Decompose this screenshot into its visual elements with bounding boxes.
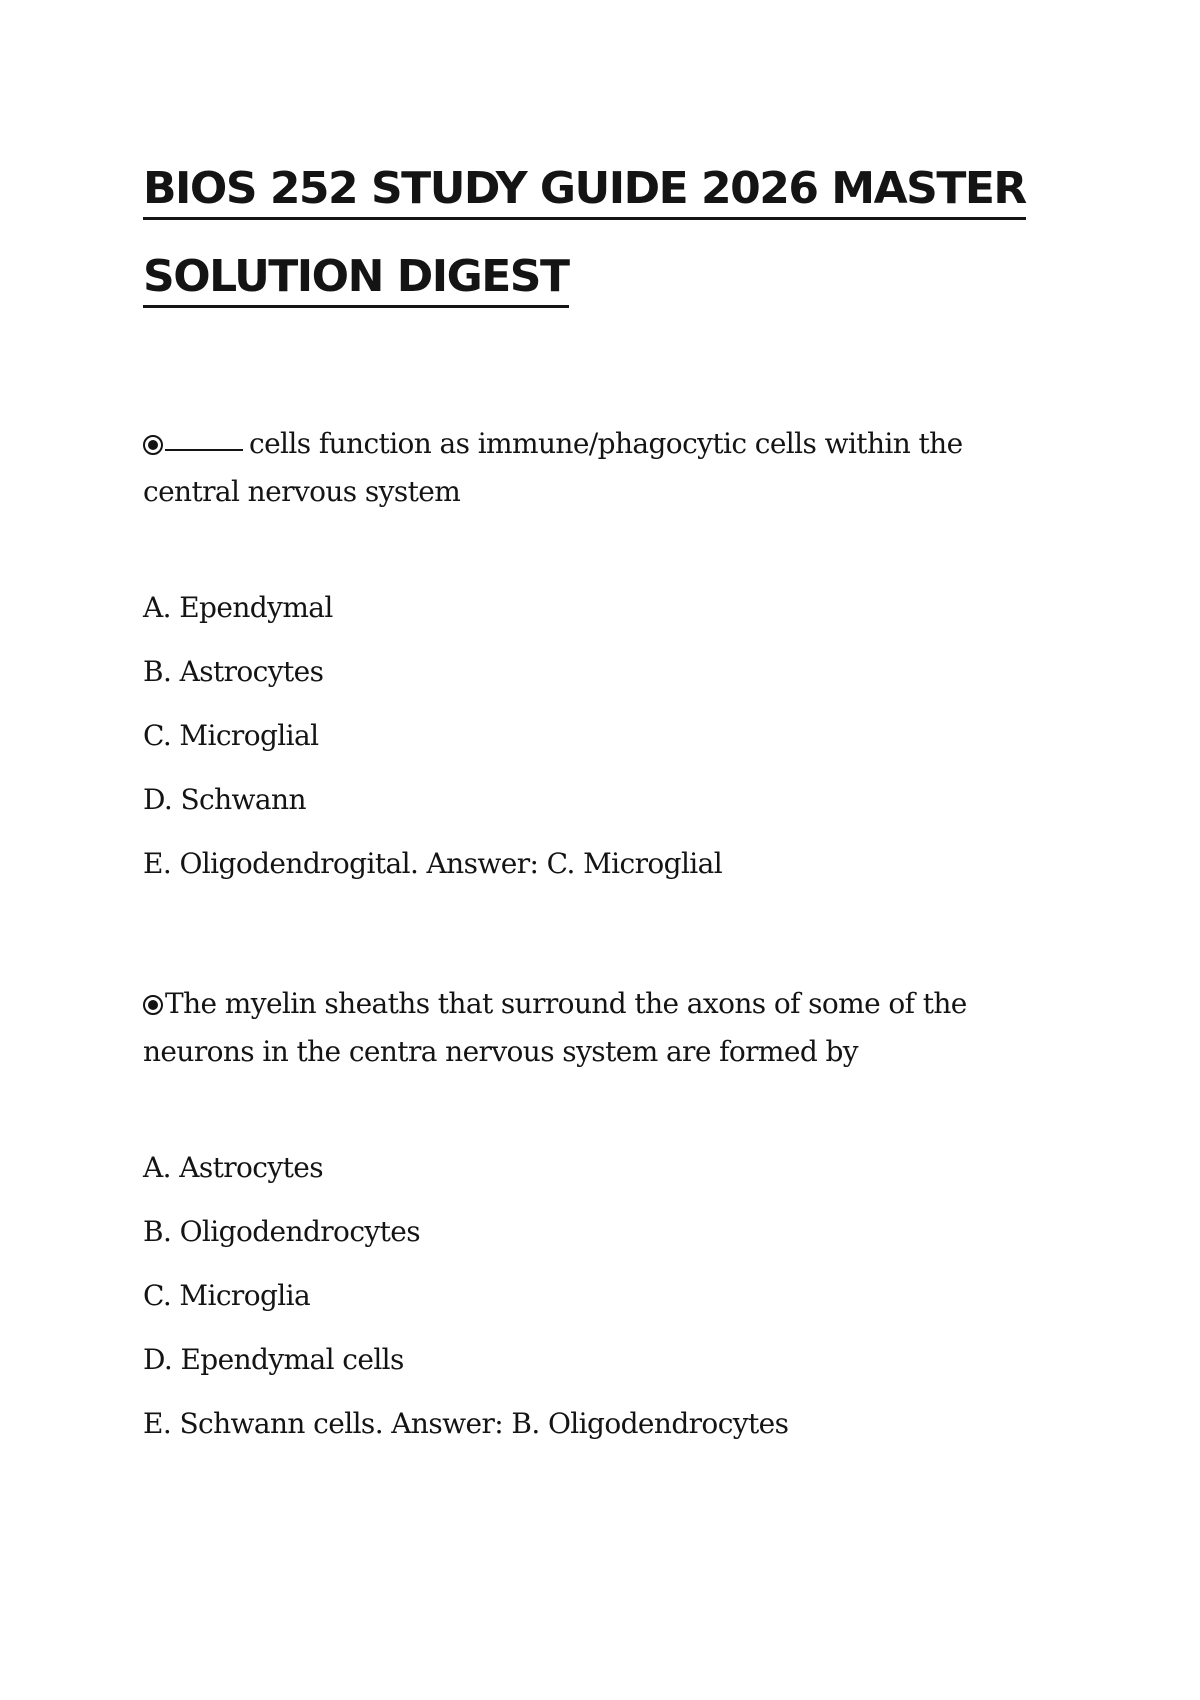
question-1-stem: [143, 420, 1023, 516]
option-c: C. Microglia: [143, 1279, 311, 1312]
question-1-options: [143, 590, 722, 910]
question-2-stem-line-2: neurons in the centra nervous system are formed by: [143, 1035, 858, 1068]
option-b: B. Astrocytes: [143, 655, 324, 688]
question-2-options: [143, 1150, 788, 1470]
question-1-stem-line-1: cells function as immune/phagocytic cells within the: [249, 427, 963, 460]
question-1: [143, 420, 1023, 880]
option-a: A. Ependymal: [143, 591, 333, 624]
option-e-with-answer: E. Schwann cells. Answer: B. Oligodendrocytes: [143, 1407, 789, 1440]
document-title: [143, 150, 1043, 326]
question-2-stem-line-1: The myelin sheaths that surround the axons of some of the: [165, 987, 967, 1020]
fill-in-blank: [165, 449, 243, 451]
option-c: C. Microglial: [143, 719, 319, 752]
option-b: B. Oligodendrocytes: [143, 1215, 421, 1248]
question-1-stem-line-2: central nervous system: [143, 475, 461, 508]
title-line-2: SOLUTION DIGEST: [143, 251, 569, 308]
radio-bullet-icon: [143, 995, 163, 1015]
option-a: A. Astrocytes: [143, 1151, 323, 1184]
option-e-with-answer: E. Oligodendrogital. Answer: C. Microglial: [143, 847, 723, 880]
radio-bullet-icon: [143, 435, 163, 455]
title-line-1: BIOS 252 STUDY GUIDE 2026 MASTER: [143, 163, 1026, 220]
option-d: D. Schwann: [143, 783, 306, 816]
question-2: [143, 980, 1023, 1440]
option-d: D. Ependymal cells: [143, 1343, 404, 1376]
question-2-stem: [143, 980, 1023, 1076]
